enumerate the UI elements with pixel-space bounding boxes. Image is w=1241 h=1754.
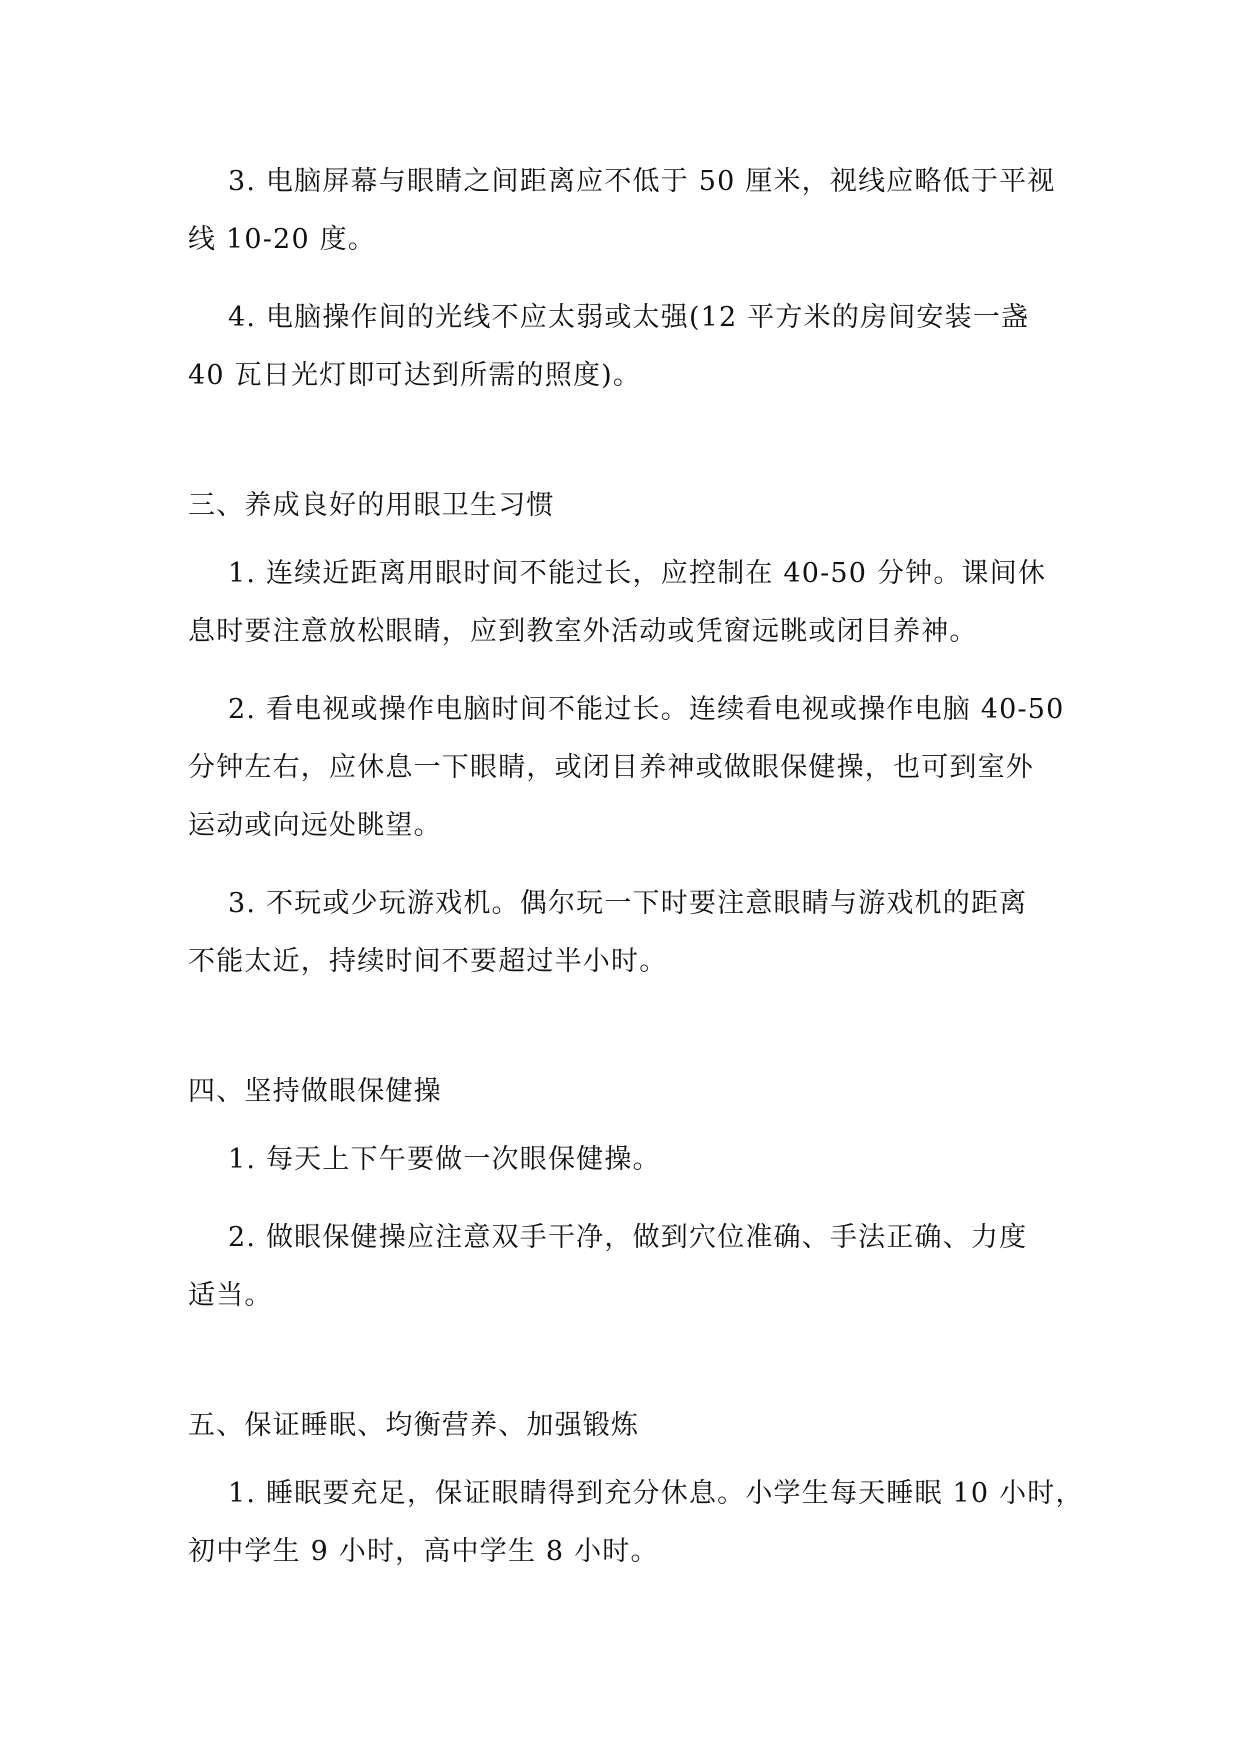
paragraph-line: 分钟左右，应休息一下眼睛，或闭目养神或做眼保健操，也可到室外: [188, 752, 1034, 783]
paragraph-line: 不能太近，持续时间不要超过半小时。: [188, 946, 668, 977]
paragraph-line: 3. 电脑屏幕与眼睛之间距离应不低于 50 厘米，视线应略低于平视: [228, 166, 1056, 197]
paragraph-line: 2. 做眼保健操应注意双手干净，做到穴位准确、手法正确、力度: [228, 1222, 1028, 1253]
paragraph-line: 1. 连续近距离用眼时间不能过长，应控制在 40-50 分钟。课间休: [228, 558, 1047, 589]
section-heading: 五、保证睡眠、均衡营养、加强锻炼: [188, 1410, 640, 1441]
paragraph-line: 1. 每天上下午要做一次眼保健操。: [228, 1144, 661, 1175]
paragraph-line: 线 10-20 度。: [188, 224, 377, 255]
paragraph-line: 运动或向远处眺望。: [188, 810, 442, 841]
section-heading: 三、养成良好的用眼卫生习惯: [188, 490, 555, 521]
paragraph-line: 适当。: [188, 1280, 273, 1311]
section-heading: 四、坚持做眼保健操: [188, 1076, 442, 1107]
paragraph-line: 1. 睡眠要充足，保证眼睛得到充分休息。小学生每天睡眠 10 小时，: [228, 1478, 1084, 1509]
paragraph-line: 初中学生 9 小时，高中学生 8 小时。: [188, 1536, 659, 1567]
paragraph-line: 4. 电脑操作间的光线不应太弱或太强(12 平方米的房间安装一盏: [228, 302, 1030, 333]
paragraph-line: 息时要注意放松眼睛，应到教室外活动或凭窗远眺或闭目养神。: [188, 616, 978, 647]
paragraph-line: 2. 看电视或操作电脑时间不能过长。连续看电视或操作电脑 40-50: [228, 694, 1065, 725]
paragraph-line: 40 瓦日光灯即可达到所需的照度)。: [188, 360, 642, 391]
paragraph-line: 3. 不玩或少玩游戏机。偶尔玩一下时要注意眼睛与游戏机的距离: [228, 888, 1028, 919]
